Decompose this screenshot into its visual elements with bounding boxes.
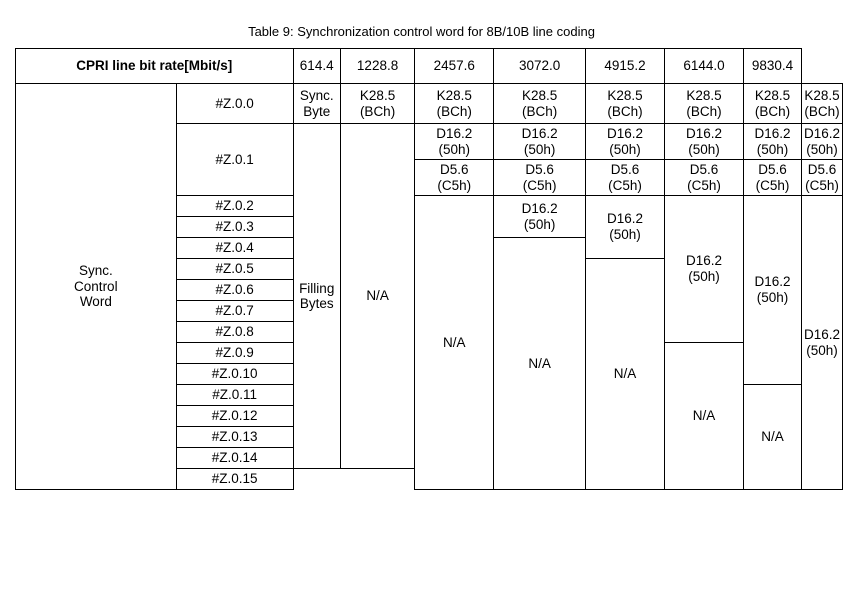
cell-na-1228: N/A [415,196,494,490]
cell-d56: D5.6 (C5h) [586,160,665,196]
cell-d162: D16.2 (50h) [743,196,801,385]
sync-control-word-label: Sync. Control Word [16,84,177,490]
header-rate-6144: 6144.0 [665,49,744,84]
cell-k285: K28.5 (BCh) [494,84,586,124]
row-label-z015: #Z.0.15 [176,469,293,490]
row-label-z07: #Z.0.7 [176,301,293,322]
cell-d56: D5.6 (C5h) [494,160,586,196]
header-line-bit-rate: CPRI line bit rate[Mbit/s] [16,49,294,84]
filling-bytes-label: Filling Bytes [293,124,340,469]
cell-na-2457: N/A [494,238,586,490]
cell-d162: D16.2 (50h) [801,124,842,160]
cell-d162: D16.2 (50h) [494,196,586,238]
row-label-z02: #Z.0.2 [176,196,293,217]
header-rate-1228: 1228.8 [340,49,414,84]
header-rate-3072: 3072.0 [494,49,586,84]
row-label-z013: #Z.0.13 [176,427,293,448]
row-label-z014: #Z.0.14 [176,448,293,469]
cell-k285: K28.5 (BCh) [586,84,665,124]
cell-na-6144: N/A [743,385,801,490]
row-label-z00: #Z.0.0 [176,84,293,124]
sync-byte-label: Sync. Byte [293,84,340,124]
cell-na-3072: N/A [586,259,665,490]
header-rate-2457: 2457.6 [415,49,494,84]
header-rate-614: 614.4 [293,49,340,84]
cell-d162: D16.2 (50h) [494,124,586,160]
cell-d56: D5.6 (C5h) [665,160,744,196]
cell-d56: D5.6 (C5h) [801,160,842,196]
cell-d162: D16.2 (50h) [415,124,494,160]
cell-d162: D16.2 (50h) [743,124,801,160]
cell-na-4915: N/A [665,343,744,490]
cell-d162: D16.2 (50h) [586,124,665,160]
cell-k285: K28.5 (BCh) [665,84,744,124]
row-label-z04: #Z.0.4 [176,238,293,259]
row-label-z01: #Z.0.1 [176,124,293,196]
cell-d56: D5.6 (C5h) [743,160,801,196]
cell-d162: D16.2 (50h) [586,196,665,259]
cell-d162: D16.2 (50h) [801,196,842,490]
cell-d56: D5.6 (C5h) [415,160,494,196]
row-label-z06: #Z.0.6 [176,280,293,301]
cell-na-614: N/A [340,124,414,469]
cell-d162: D16.2 (50h) [665,196,744,343]
row-label-z03: #Z.0.3 [176,217,293,238]
header-rate-4915: 4915.2 [586,49,665,84]
cell-k285: K28.5 (BCh) [743,84,801,124]
sync-control-word-table [15,48,843,490]
header-rate-9830: 9830.4 [743,49,801,84]
row-label-z08: #Z.0.8 [176,322,293,343]
cell-k285: K28.5 (BCh) [415,84,494,124]
row-label-z05: #Z.0.5 [176,259,293,280]
table-caption: Table 9: Synchronization control word for 8B/10B line coding [248,24,595,39]
row-label-z012: #Z.0.12 [176,406,293,427]
row-label-z09: #Z.0.9 [176,343,293,364]
cell-k285: K28.5 (BCh) [340,84,414,124]
cell-k285: K28.5 (BCh) [801,84,842,124]
row-label-z011: #Z.0.11 [176,385,293,406]
cell-d162: D16.2 (50h) [665,124,744,160]
row-label-z010: #Z.0.10 [176,364,293,385]
